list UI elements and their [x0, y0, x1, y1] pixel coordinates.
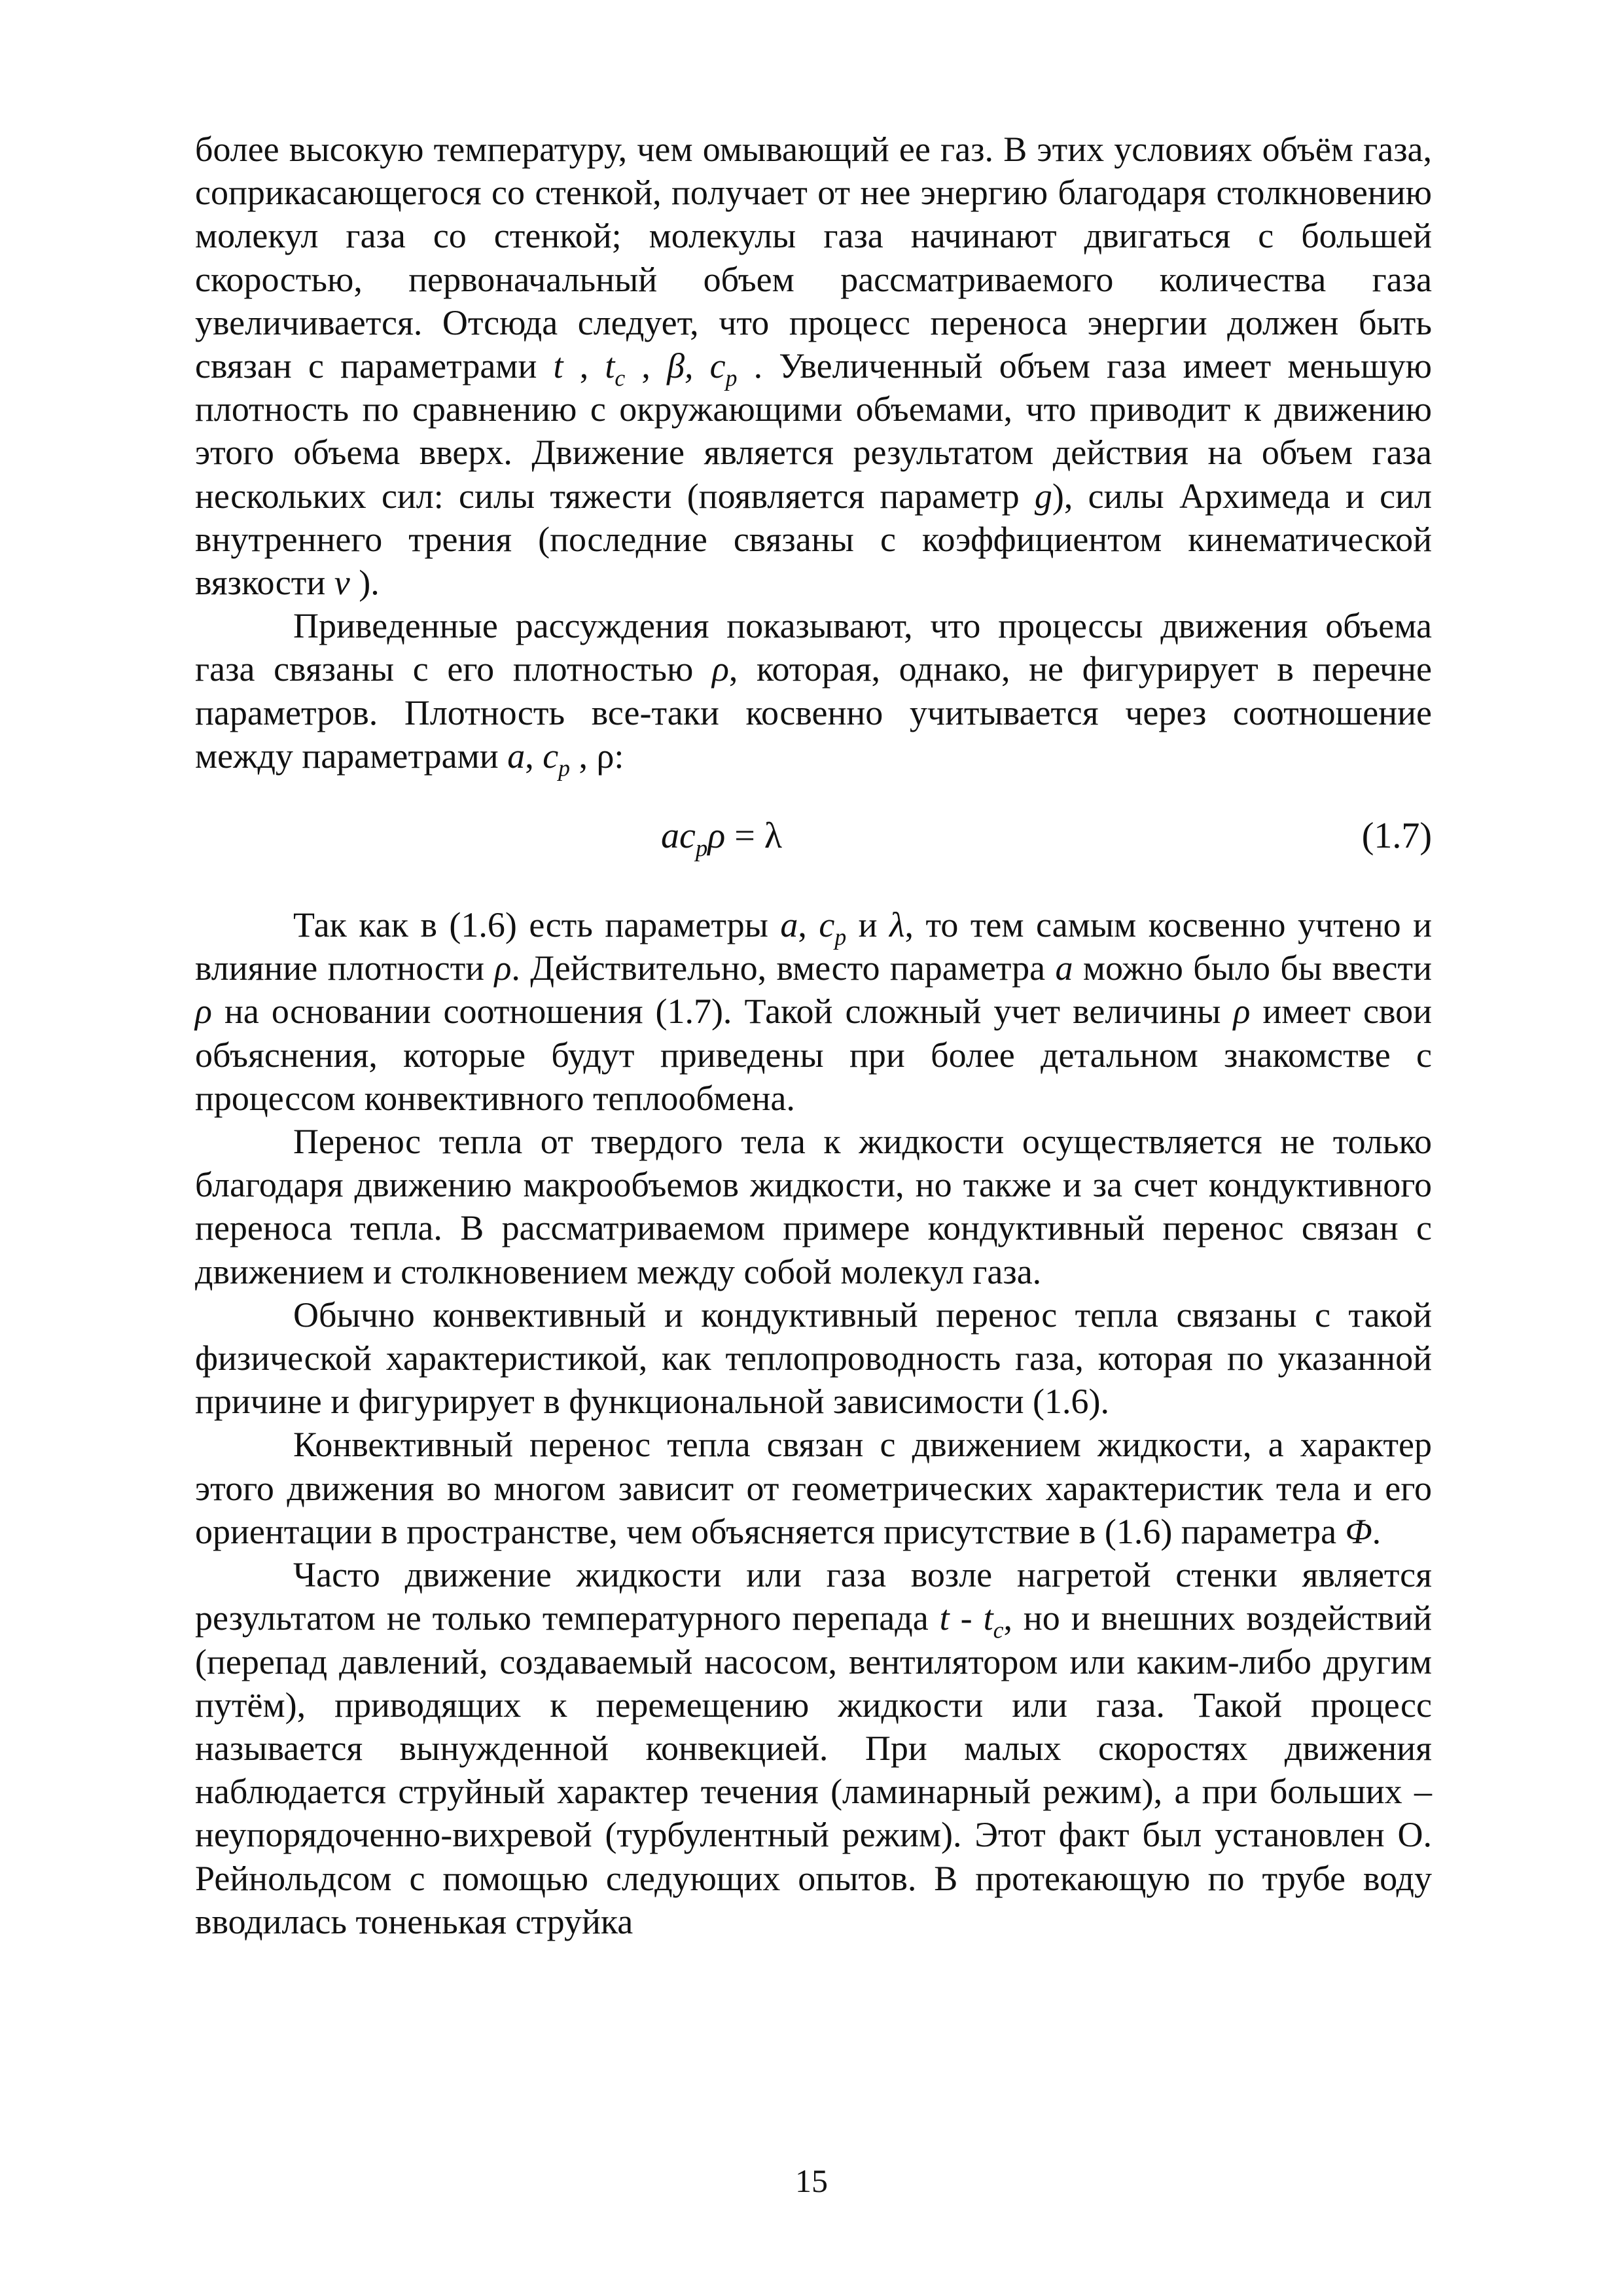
math-variable: ρ [494, 948, 512, 988]
page-number: 15 [795, 2162, 828, 2199]
text-run: Часто движение жидкости или газа возле нагретой стенки является результатом не только температурного перепада [195, 1555, 1432, 1638]
paragraph-3 [195, 903, 1432, 1120]
paragraph-6 [195, 1423, 1432, 1553]
paragraph-1 [195, 128, 1432, 604]
text-run: . [1372, 1511, 1382, 1551]
math-variable: c [679, 816, 696, 857]
math-variable: c [819, 905, 835, 945]
text-run: Приведенные рассуждения показывают, что процессы движения объема газа связаны с его плотностью [195, 606, 1432, 689]
equation-number: (1.7) [1361, 816, 1432, 857]
equals-sign: = [725, 816, 764, 857]
math-variable: a [780, 905, 798, 945]
text-run: ), силы Архимеда и сил внутреннего трения (последние связаны с коэффициентом кинематической вязкости [195, 476, 1432, 603]
text-run: , но и внешних воздействий (перепад давлений, создаваемый насосом, вентилятором или каким-либо другим путём), приводящих к перемещению жидкости или газа. Такой процесс называется вынужденной конвекцией. При малых скоростях движения наблюдается струйный характер течения (ламинарный режим), а при больших – неупорядоченно-вихревой (турбулентный режим). Этот факт был установлен О. Рейнольдсом с помощью следующих опытов. В протекающую по трубе воду вводилась тоненькая струйка [195, 1598, 1433, 1941]
text-run: более высокую температуру, чем омывающий ее газ. В этих условиях объём газа, соприкасающегося со стенкой, получает от нее энергию благодаря столкновению молекул газа со стенкой; молекулы газа начинают двигаться с большей скоростью, первоначальный объем рассматриваемого количества газа увеличивается. Отсюда следует, что процесс переноса энергии должен быть связан с параметрами [195, 130, 1432, 386]
math-variable: λ [764, 816, 782, 857]
math-subscript: p [695, 834, 708, 861]
text-run: . Действительно, вместо параметра [511, 948, 1056, 988]
math-variable: t [983, 1598, 993, 1638]
math-variable: ρ [711, 649, 729, 689]
paragraph-4: Перенос тепла от твердого тела к жидкости осуществляется не только благодаря движению макрообъемов жидкости, но также и за счет кондуктивного переноса тепла. В рассматриваемом примере кондуктивный перенос связан с движением и столкновением между собой молекул газа. [195, 1122, 1432, 1291]
text-run: . Увеличенный объем газа имеет меньшую плотность по сравнению с окружающими объемами, что приводит к движению этого объема вверх. Движение является результатом действия на объем газа нескольких сил: силы тяжести (появляется параметр [195, 346, 1433, 516]
text-run: , [798, 905, 819, 945]
text-run: - [949, 1598, 984, 1638]
math-variable: a [661, 816, 679, 857]
paragraph-2 [195, 604, 1432, 781]
math-subscript: c [993, 1617, 1004, 1643]
math-variable: ρ [707, 816, 726, 857]
math-variable: t [605, 346, 615, 386]
page-content [195, 128, 1432, 1943]
math-subscript: p [558, 755, 570, 781]
formula [661, 814, 782, 861]
math-variable: Φ [1345, 1511, 1372, 1551]
text-run: , [625, 346, 668, 386]
text-run: на основании соотношения (1.7). Такой сложный учет величины [211, 992, 1234, 1031]
text-run [693, 346, 709, 386]
math-variable: ν [334, 563, 350, 603]
math-variable: c [543, 736, 559, 776]
math-subscript: p [725, 365, 738, 391]
math-variable: t [553, 346, 563, 386]
math-variable: ρ [195, 992, 212, 1031]
paragraph-7 [195, 1553, 1432, 1943]
text-run: Конвективный перенос тепла связан с движением жидкости, а характер этого движения во многом зависит от геометрических характеристик тела и его ориентации в пространстве, чем объясняется присутствие в (1.6) параметра [195, 1425, 1432, 1551]
text-run: ). [349, 563, 380, 603]
math-variable: β, [667, 346, 694, 386]
text-run: можно было бы ввести [1073, 948, 1432, 988]
text-run: , ρ: [569, 736, 624, 776]
text-run: и [846, 905, 890, 945]
text-run: , то тем самым косвенно учтено и влияние плотности [195, 905, 1433, 988]
text-run: имеет свои объяснения, которые будут приведены при более детальном знакомстве с процессом конвективного теплообмена. [195, 992, 1432, 1118]
math-variable: λ [889, 905, 905, 945]
text-run: , которая, однако, не фигурирует в перечне параметров. Плотность все-таки косвенно учитывается через соотношение между параметрами [195, 649, 1432, 776]
math-variable: t [939, 1598, 950, 1638]
math-subscript: p [834, 924, 847, 950]
math-subscript: c [615, 365, 626, 391]
text-run: , [563, 346, 605, 386]
text-run: , [525, 736, 543, 776]
equation-1-7 [195, 806, 1432, 874]
math-variable: a [507, 736, 526, 776]
math-variable: c [709, 346, 726, 386]
paragraph-5: Обычно конвективный и кондуктивный перенос тепла связаны с такой физической характеристикой, как теплопроводность газа, которая по указанной причине и фигурирует в функциональной зависимости (1.6). [195, 1295, 1432, 1422]
math-variable: ρ [1233, 992, 1251, 1031]
math-variable: a [1055, 948, 1073, 988]
text-run: Так как в (1.6) есть параметры [293, 905, 781, 945]
math-variable: g [1034, 476, 1052, 516]
